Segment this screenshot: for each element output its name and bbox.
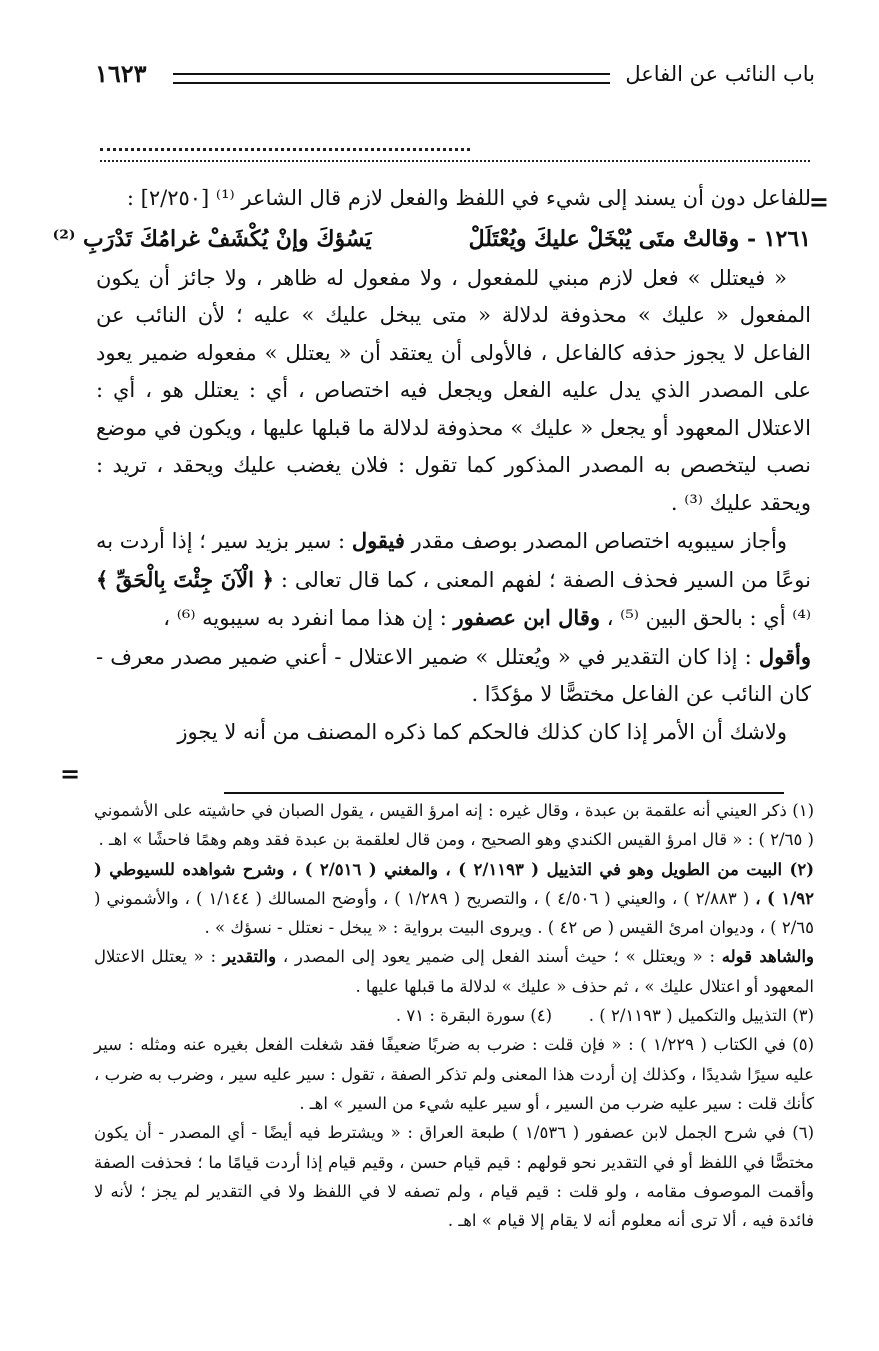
keyword-faqul: فيقول — [351, 528, 405, 553]
dotted-divider-short — [100, 148, 470, 151]
keyword-aqul: وأقول — [758, 643, 811, 669]
footnote-2: (٢) البيت من الطويل وهو في التذييل ( ٢/١١٩٣ ) ، والمغني ( ٢/٥١٦ ) ، وشرح شواهده للسيوطي ( ١/٩٢ ) ، ( ٢/٨٨٣ ) ، والعيني ( ٤/٥٠٦ ) ، والتصريح ( ١/٢٨٩ ) ، وأوضح المسالك ( ١/١٤٤ ) ، والأشموني ( ٢/٦٥ ) ، وديوان امرئ القيس ( ص ٤٢ ) . ويروى البيت برواية : « يبخل - نعتلل - نسؤك » . — [94, 859, 814, 938]
footnote-6: (٦) في شرح الجمل لابن عصفور ( ١/٥٣٦ ) طبعة العراق : « ويشترط فيه أيضًا - أي المصدر - أن يكون مختصًّا في اللفظ أو في التقدير نحو قولهم : قيم قيام حسن ، وقيم قيام إذا أردت قيامًا ما ؛ فحذفت الصفة وأقمت الموصوف مقامه ، ولو قلت : قيم قيام ، ولم تصفه لا في اللفظ ولا في التقدير لم يجز ؛ لأنه لا فائدة فيه ، ألا ترى أنه معلوم أنه لا يقام إلا قيام » اهـ . — [94, 1123, 814, 1231]
intro-line: للفاعل دون أن يسند إلى شيء في اللفظ والفعل لازم قال الشاعر ⁽¹⁾ [٢/٢٥٠] : — [126, 186, 811, 210]
footnote-3: (٣) التذييل والتكميل ( ٢/١١٩٣ ) . — [588, 1006, 814, 1026]
page-number: ١٦٢٣ — [95, 59, 147, 88]
footnote-4: (٤) سورة البقرة : ٧١ . — [395, 1006, 553, 1026]
paragraph-sibawayh: وأجاز سيبويه اختصاص المصدر بوصف مقدر فيقول : سير بزيد سير ؛ إذا أردت به نوعًا من السير فحذف الصفة ؛ لفهم المعنى ، كما قال تعالى : ﴿ الْآنَ جِئْتَ بِالْحَقِّ ﴾ ⁽⁴⁾ أي : بالحق البين ⁽⁵⁾ ، وقال ابن عصفور : إن هذا مما انفرد به سيبويه ⁽⁶⁾ ، — [96, 528, 811, 630]
verse-number: ١٢٦١ - — [746, 225, 811, 252]
continuation-mark-bottom: = — [60, 759, 81, 788]
footnote-separator — [224, 792, 784, 794]
footnote-2-shahid: والشاهد قوله : « ويعتلل » ؛ حيث أسند الفعل إلى ضمير يعود إلى المصدر ، والتقدير : « يعتلل الاعتلال المعهود أو اعتلال عليك » ، ثم حذف « عليك » لدلالة ما قبلها عليها . — [94, 947, 815, 996]
footnote-3-4 — [94, 1001, 814, 1030]
footnote-5: (٥) في الكتاب ( ١/٢٢٩ ) : « فإن قلت : ضرب به ضربًا ضعيفًا فقد شغلت الفعل بغيره عنه ومثله : سير عليه سيرًا شديدًا ، وكذلك إن أردت هذا المعنى ولم تذكر الصفة ، تقول : سير عليه سير ، وضرب به ضرب ، كأنك قلت : سير عليه ضرب من السير ، أو سير عليه شيء من السير » اهـ . — [94, 1035, 814, 1113]
keyword-ibn-usfur: وقال ابن عصفور — [453, 605, 601, 630]
paragraph-commentary: « فيعتلل » فعل لازم مبني للمفعول ، ولا مفعول له ظاهر ، ولا جائز أن يكون المفعول « عليك » محذوفة لدلالة « متى يبخل عليك » عليه ؛ لأن النائب عن الفاعل لا يجوز حذفه كالفاعل ، فالأولى أن يعتقد أن « يعتلل » مفعوله ضمير يعود على المصدر الذي يدل عليه الفعل ويجعل فيه اختصاص ، أي : يعتلل هو ، أي : الاعتلال المعهود أو يجعل « عليك » محذوفة لدلالة ما قبلها عليها ، ويكون في موضع نصب ليتخصص به المصدر المذكور كما تقول : فلان يغضب عليك ويحقد ، تريد : ويحقد عليك ⁽³⁾ . — [96, 265, 811, 515]
footnote-1: (١) ذكر العيني أنه علقمة بن عبدة ، وقال غيره : إنه امرؤ القيس ، يقول الصبان في حاشيته على الأشموني ( ٢/٦٥ ) : « قال امرؤ القيس الكندي وهو الصحيح ، ومن قال لعلقمة بن عبدة فقد وهم وهمًا فاحشًا » اهـ . — [94, 801, 814, 850]
paragraph-aqul: وأقول : إذا كان التقدير في « ويُعتلل » ضمير الاعتلال - أعني ضمير مصدر معرف - كان النائب عن الفاعل مختصًّا لا مؤكدًا . — [96, 643, 811, 706]
page-header — [95, 60, 815, 96]
dotted-divider-long — [100, 160, 810, 162]
header-double-rule — [173, 73, 610, 84]
chapter-title: باب النائب عن الفاعل — [625, 62, 815, 86]
verse-second-hemistich: يَسُؤكَ وإنْ يُكْشَفْ غرامُكَ تَدْرَبِ ⁽²⁾ — [52, 225, 372, 252]
paragraph-conclusion: ولاشك أن الأمر إذا كان كذلك فالحكم كما ذكره المصنف من أنه لا يجوز — [177, 719, 787, 744]
poetry-verse — [52, 218, 811, 260]
continuation-mark-top: = — [808, 187, 829, 216]
footnotes — [94, 796, 814, 1235]
quran-quote: ﴿ الْآنَ جِئْتَ بِالْحَقِّ ﴾ — [96, 566, 274, 592]
main-text — [52, 180, 811, 751]
verse-first-hemistich: وقالتْ متَى يُبْخَلْ عليكَ ويُعْتَلَلْ — [468, 225, 740, 252]
